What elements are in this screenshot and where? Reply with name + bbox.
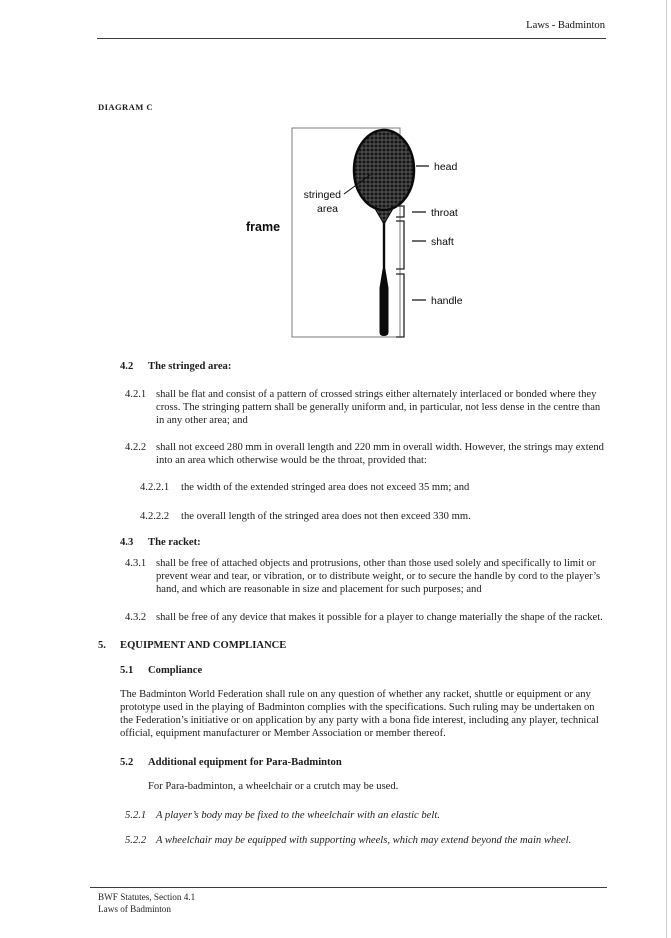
header-title: Laws - Badminton [526,20,605,31]
section-number: 5. [98,640,106,651]
clause-text: A wheelchair may be equipped with supporting wheels, which may extend beyond the main wheel. [156,835,572,846]
section-number: 5.2 [120,757,134,768]
section-heading-4-2 [0,360,671,373]
section-text: EQUIPMENT AND COMPLIANCE [120,640,287,651]
clause-5-2-1 [0,809,671,822]
clause-number: 4.2.2 [125,442,147,453]
clause-text: shall be flat and consist of a pattern of crossed strings either alternately interlaced or bonded where they cross. The stringing pattern shall be generally uniform and, in particular, not less dense in the centre than in any other area; and [156,389,601,426]
clause-text: the overall length of the stringed area does not then exceed 330 mm. [181,511,471,522]
paragraph-compliance [0,688,671,740]
footer-rule [90,887,607,888]
section-number: 4.2 [120,361,134,372]
handle-label: handle [431,295,463,307]
clause-4-2-2 [0,441,671,467]
section-heading-5-1 [0,664,671,677]
document-body [0,358,671,847]
racket-handle [380,269,389,336]
clause-5-2-2 [0,834,671,847]
clause-number: 4.2.2.1 [140,482,170,493]
section-text: Compliance [148,665,203,676]
racket-diagram [240,118,470,348]
clause-4-2-1 [0,388,671,427]
clause-text: shall be free of any device that makes it possible for a player to change materially the shape of the racket. [156,612,603,623]
frame-label: frame [246,220,281,234]
throat-label: throat [431,207,458,219]
section-text: Additional equipment for Para-Badminton [148,757,342,768]
section-number: 4.3 [120,537,134,548]
clause-number: 5.2.1 [125,810,147,821]
section-number: 5.1 [120,665,134,676]
stringed-area-label-line1: stringed [303,189,341,201]
footer-line2: Laws of Badminton [98,904,171,914]
shaft-label: shaft [431,236,454,248]
section-heading-4-3 [0,536,671,549]
clause-number: 4.2.1 [125,389,147,400]
clause-number: 4.2.2.2 [140,511,170,522]
section-text: The racket: [148,537,201,548]
clause-number: 4.3.1 [125,558,147,569]
diagram-heading: DIAGRAM C [98,102,153,112]
clause-4-3-1 [0,557,671,596]
page-right-edge [666,0,667,938]
clause-text: shall not exceed 280 mm in overall length and 220 mm in overall width. However, the strings may extend into an area which otherwise would be the throat, provided that: [156,442,604,466]
paragraph-para-badminton [0,780,671,793]
clause-number: 4.3.2 [125,612,147,623]
clause-4-2-2-1 [0,481,671,494]
footer-line1: BWF Statutes, Section 4.1 [98,892,196,902]
racket-head [354,130,414,210]
clause-text: the width of the extended stringed area does not exceed 35 mm; and [181,482,470,493]
section-heading-5-2 [0,756,671,769]
clause-4-2-2-2 [0,510,671,523]
head-label: head [434,161,458,173]
clause-4-3-2 [0,611,671,624]
section-text: The stringed area: [148,361,232,372]
paragraph-text: The Badminton World Federation shall rule on any question of whether any racket, shuttle or equipment or any prototype used in the playing of Badminton complies with the specifications. Such ruling may be undertaken on the Federation’s initiative or on application by any party with a bona fide interest, including any player, technical official, equipment manufacturer or Member Association or member thereof. [120,689,599,739]
clause-number: 5.2.2 [125,835,147,846]
document-footer [98,891,195,915]
stringed-area-label-line2: area [316,203,338,215]
paragraph-text: For Para-badminton, a wheelchair or a crutch may be used. [148,781,399,792]
header-rule [97,38,606,39]
clause-text: A player’s body may be fixed to the wheelchair with an elastic belt. [156,810,440,821]
clause-text: shall be free of attached objects and protrusions, other than those used solely and specifically to limit or prevent wear and tear, or vibration, or to distribute weight, or to secure the handle by cord to the player’s hand, and which are reasonable in size and placement for such purposes; and [156,558,601,595]
section-heading-5 [0,639,671,652]
